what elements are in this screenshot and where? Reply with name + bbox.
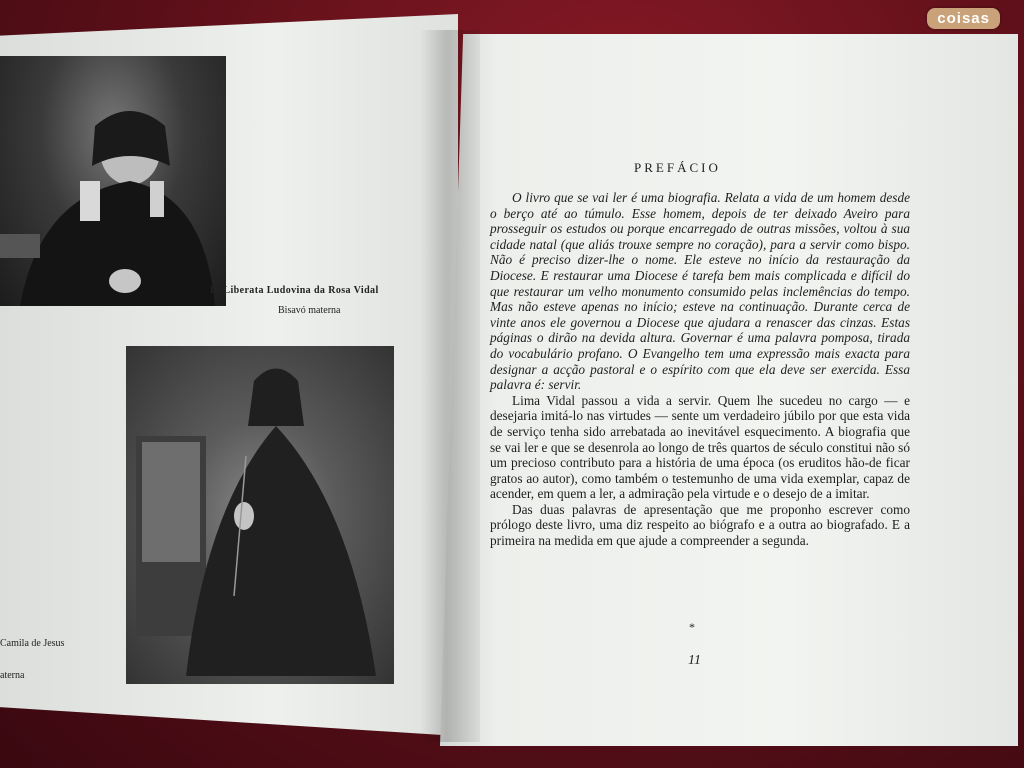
book-gutter xyxy=(420,30,480,742)
caption-photo1-name: D. Liberata Ludovina da Rosa Vidal xyxy=(210,285,379,296)
preface-paragraph-2: Lima Vidal passou a vida a servir. Quem lhe sucedeu no cargo — e desejaria imitá-lo nas virtudes — sente um verdadeiro júbilo por que esta vida de serviço tenha sido arrebatada ao inevitável esquecimento. A biografia que se vai ler e que se desenrola ao longo de três quartos de século constitui não só um precioso contributo para a história de uma época (os eruditos hão-de ficar gratos ao autor), como também o testemunho de uma vida exemplar, capaz de acender, em quem a ler, a admiração pela virtude e o desejo de a imitar. xyxy=(490,392,910,502)
portrait-photo-seated-woman xyxy=(0,56,226,306)
preface-paragraph-3: Das duas palavras de apresentação que me proponho escrever como prólogo deste livro, uma diz respeito ao biógrafo e a outra ao biografado. E a primeira na medida em que ajude a compreender a segunda. xyxy=(490,501,910,549)
caption-photo2-name: Camila de Jesus xyxy=(0,638,65,649)
section-ornament: * xyxy=(689,620,695,634)
caption-photo2-role: aterna xyxy=(0,670,25,681)
portrait-standing-illustration xyxy=(126,346,394,684)
page-title: PREFÁCIO xyxy=(634,160,721,175)
page-number: 11 xyxy=(688,653,701,668)
watermark-logo: coisas xyxy=(927,8,1000,29)
portrait-photo-standing-nun xyxy=(126,346,394,684)
preface-body xyxy=(490,190,910,549)
portrait-seated-illustration xyxy=(0,56,226,306)
preface-paragraph-1: O livro que se vai ler é uma biografia. Relata a vida de um homem desde o berço até ao túmulo. Esse homem, depois de ter deixado Aveiro para prosseguir os estudos ou porque encarregado de outras missões, voltou à sua cidade natal (que aliás trouxe sempre no coração), para a servir como bispo. Não é preciso dizer-lhe o nome. Ele esteve no início da restauração da Diocese. E restaurar uma Diocese é tarefa bem mais complicada e difícil do que restaurar um velho monumento consumido pelas inclemências do tempo. Mas não esteve apenas no início; esteve na continuação. Durante cerca de vinte anos ele governou a Diocese que ajudara a renascer das cinzas. Estas páginas o dirão na devida altura. Governar é uma palavra pomposa, tirada do vocabulário profano. O Evangelho tem uma expressão mais exacta para designar a acção pastoral e o espírito com que ela deve ser exercida. Essa palavra é: servir. xyxy=(490,190,910,393)
caption-photo1-role: Bisavó materna xyxy=(278,305,341,316)
